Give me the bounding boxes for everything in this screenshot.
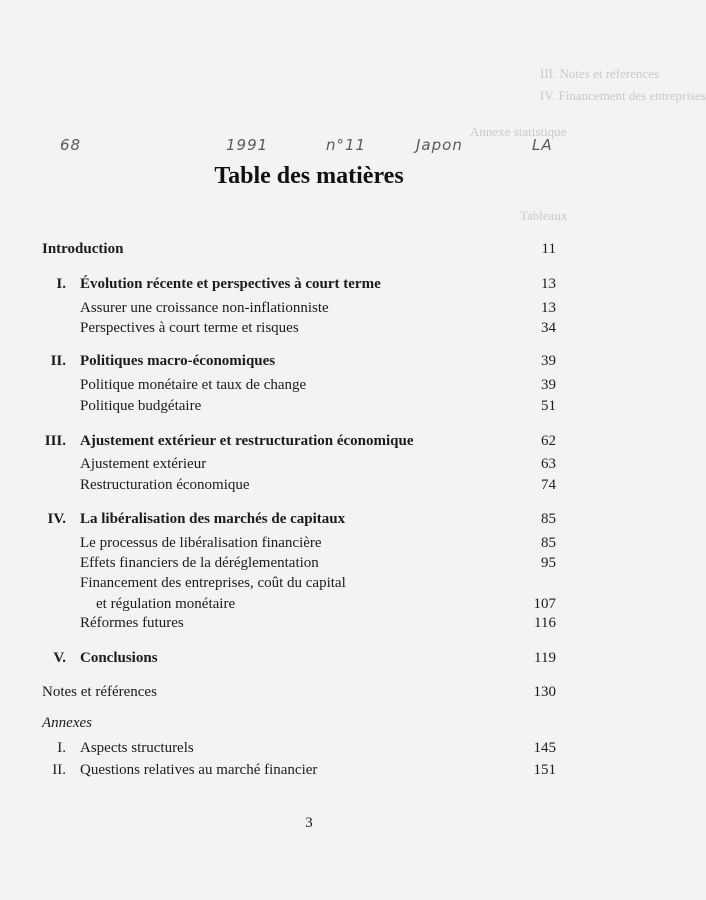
toc-entry — [0, 377, 618, 397]
toc-number: V. — [53, 650, 66, 666]
toc-entry — [0, 241, 618, 261]
toc-entry — [0, 535, 618, 555]
toc-entry — [0, 615, 618, 635]
toc-number: II. — [52, 762, 66, 778]
toc-label: Ajustement extérieur et restructuration économique — [80, 433, 414, 449]
toc-entry — [0, 684, 618, 704]
bleed-through-line: IV. Financement des entreprises — [540, 88, 706, 103]
toc-label: Conclusions — [80, 650, 158, 666]
toc-entry — [0, 477, 618, 497]
toc-entry — [0, 762, 618, 782]
toc-label: Politique monétaire et taux de change — [80, 377, 307, 393]
page-number: 3 — [305, 815, 313, 831]
toc-label: Aspects structurels — [80, 740, 194, 756]
toc-label: Évolution récente et perspectives à court terme — [80, 276, 381, 292]
toc-label: et régulation monétaire — [96, 596, 236, 612]
toc-label: Politiques macro-économiques — [80, 353, 276, 369]
toc-label: Réformes futures — [80, 615, 184, 631]
toc-entry — [0, 575, 618, 595]
toc-page: 130 — [533, 684, 556, 700]
handwritten-note: Japon — [416, 136, 463, 154]
toc-entry — [0, 555, 618, 575]
toc-label: Introduction — [42, 241, 124, 257]
handwritten-note: 1991 — [226, 136, 269, 154]
handwritten-note: 68 — [60, 136, 82, 154]
toc-section — [0, 276, 618, 296]
toc-section — [0, 511, 618, 531]
toc-label: Le processus de libéralisation financière — [80, 535, 322, 551]
toc-label: Assurer une croissance non-inflationniste — [80, 300, 329, 316]
toc-page: 119 — [534, 650, 556, 666]
handwritten-note: n°11 — [326, 136, 367, 154]
page-title: Table des matières — [214, 163, 404, 189]
toc-section — [0, 433, 618, 453]
toc-entry — [0, 300, 618, 320]
toc-number: I. — [57, 740, 66, 756]
toc-label: Financement des entreprises, coût du capital — [80, 575, 346, 591]
bleed-through-line: III. Notes et réferences — [540, 66, 660, 81]
toc-page: 51 — [541, 398, 556, 414]
toc-entry — [0, 740, 618, 760]
toc-label: Notes et références — [42, 684, 157, 700]
toc-label: Politique budgétaire — [80, 398, 202, 414]
toc-page: 74 — [541, 477, 556, 493]
toc-page: 85 — [541, 511, 556, 527]
toc-entry — [0, 596, 618, 616]
toc-number: III. — [44, 433, 66, 449]
toc-page: 39 — [541, 377, 556, 393]
toc-number: II. — [50, 353, 66, 369]
toc-entry — [0, 320, 618, 340]
toc-page: 63 — [541, 456, 556, 472]
toc-label: Effets financiers de la déréglementation — [80, 555, 319, 571]
handwritten-note: LA — [532, 136, 553, 154]
toc-label: Perspectives à court terme et risques — [80, 320, 299, 336]
bleed-through-line: Tableaux — [520, 208, 568, 223]
toc-heading — [0, 715, 618, 735]
toc-page: 145 — [533, 740, 556, 756]
toc-page: 39 — [541, 353, 556, 369]
toc-section — [0, 353, 618, 373]
toc-page: 95 — [541, 555, 556, 571]
toc-page: 11 — [541, 241, 556, 257]
toc-entry — [0, 398, 618, 418]
toc-entry — [0, 456, 618, 476]
toc-label: Restructuration économique — [80, 477, 250, 493]
toc-page: 116 — [534, 615, 556, 631]
toc-label: Questions relatives au marché financier — [80, 762, 318, 778]
toc-page: 85 — [541, 535, 556, 551]
toc-page: 13 — [541, 276, 556, 292]
bleed-through-line: Annexe statistique — [470, 124, 567, 139]
toc-page: 151 — [533, 762, 556, 778]
toc-label: Annexes — [42, 715, 92, 731]
toc-page: 107 — [533, 596, 556, 612]
toc-page: 13 — [541, 300, 556, 316]
toc-label: La libéralisation des marchés de capitaux — [80, 511, 346, 527]
toc-section — [0, 650, 618, 670]
toc-number: I. — [56, 276, 66, 292]
toc-page: 34 — [541, 320, 556, 336]
toc-label: Ajustement extérieur — [80, 456, 207, 472]
toc-page: 62 — [541, 433, 556, 449]
toc-number: IV. — [47, 511, 66, 527]
